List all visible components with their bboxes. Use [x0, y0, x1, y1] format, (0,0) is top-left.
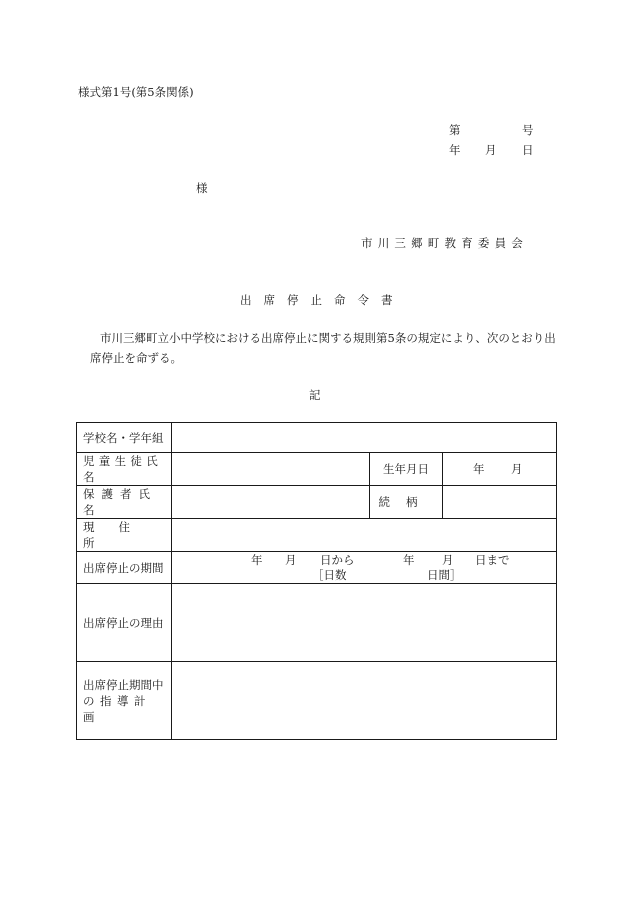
relationship-label: 続柄: [370, 486, 443, 519]
table-row: [77, 662, 557, 740]
period-days-close: 日間］: [427, 568, 462, 582]
student-name-label: 児童生徒氏名: [77, 453, 172, 486]
table-row: [77, 552, 557, 584]
document-number-suffix: 号: [522, 123, 534, 137]
period-value: [172, 552, 557, 584]
school-grade-value: [172, 423, 557, 453]
guardian-name-label: 保護者氏名: [77, 486, 172, 519]
guidance-plan-label: [77, 662, 172, 740]
student-name-value: [172, 453, 370, 486]
table-row: [77, 486, 557, 519]
body-text: 市川三郷町立小中学校における出席停止に関する規則第5条の規定により、次のとおり出席停止を命ずる。: [90, 331, 556, 365]
table-row: [77, 519, 557, 552]
period-year-unit: 年: [251, 553, 263, 567]
birth-date-label: 生年月日: [370, 453, 443, 486]
date-day: 日: [522, 143, 534, 157]
reason-label: 出席停止の理由: [77, 584, 172, 662]
guardian-name-value: [172, 486, 370, 519]
birth-date-value: [443, 453, 557, 486]
address-value: [172, 519, 557, 552]
period-until-text: 日まで: [475, 553, 510, 567]
period-year2-unit: 年: [403, 553, 415, 567]
ki-heading: 記: [309, 388, 321, 402]
guidance-plan-label-line2: の指導計画: [83, 693, 151, 724]
date-year: 年: [449, 143, 461, 157]
address-label: 現住所: [77, 519, 172, 552]
issuer-name: 市川三郷町教育委員会: [361, 236, 528, 250]
table-row: [77, 584, 557, 662]
date-month: 月: [485, 143, 497, 157]
reason-value: [172, 584, 557, 662]
document-title: 出席停止命令書: [240, 293, 405, 307]
order-details-table: [76, 422, 557, 740]
form-reference: 様式第1号(第5条関係): [78, 85, 194, 99]
period-label: 出席停止の期間: [77, 552, 172, 584]
table-row: [77, 453, 557, 486]
period-from-text: 日から: [320, 553, 355, 567]
document-number-label: 第: [449, 123, 461, 137]
table-row: [77, 423, 557, 453]
period-days-open: ［日数: [312, 568, 347, 582]
guidance-plan-value: [172, 662, 557, 740]
birth-year-unit: 年: [473, 462, 485, 476]
addressee-honorific: 様: [196, 181, 208, 195]
birth-month-unit: 月: [511, 462, 523, 476]
guidance-plan-label-line1: 出席停止期間中: [83, 677, 164, 692]
school-grade-label: 学校名・学年組: [77, 423, 172, 453]
period-month2-unit: 月: [442, 553, 454, 567]
period-month-unit: 月: [285, 553, 297, 567]
relationship-value: [443, 486, 557, 519]
